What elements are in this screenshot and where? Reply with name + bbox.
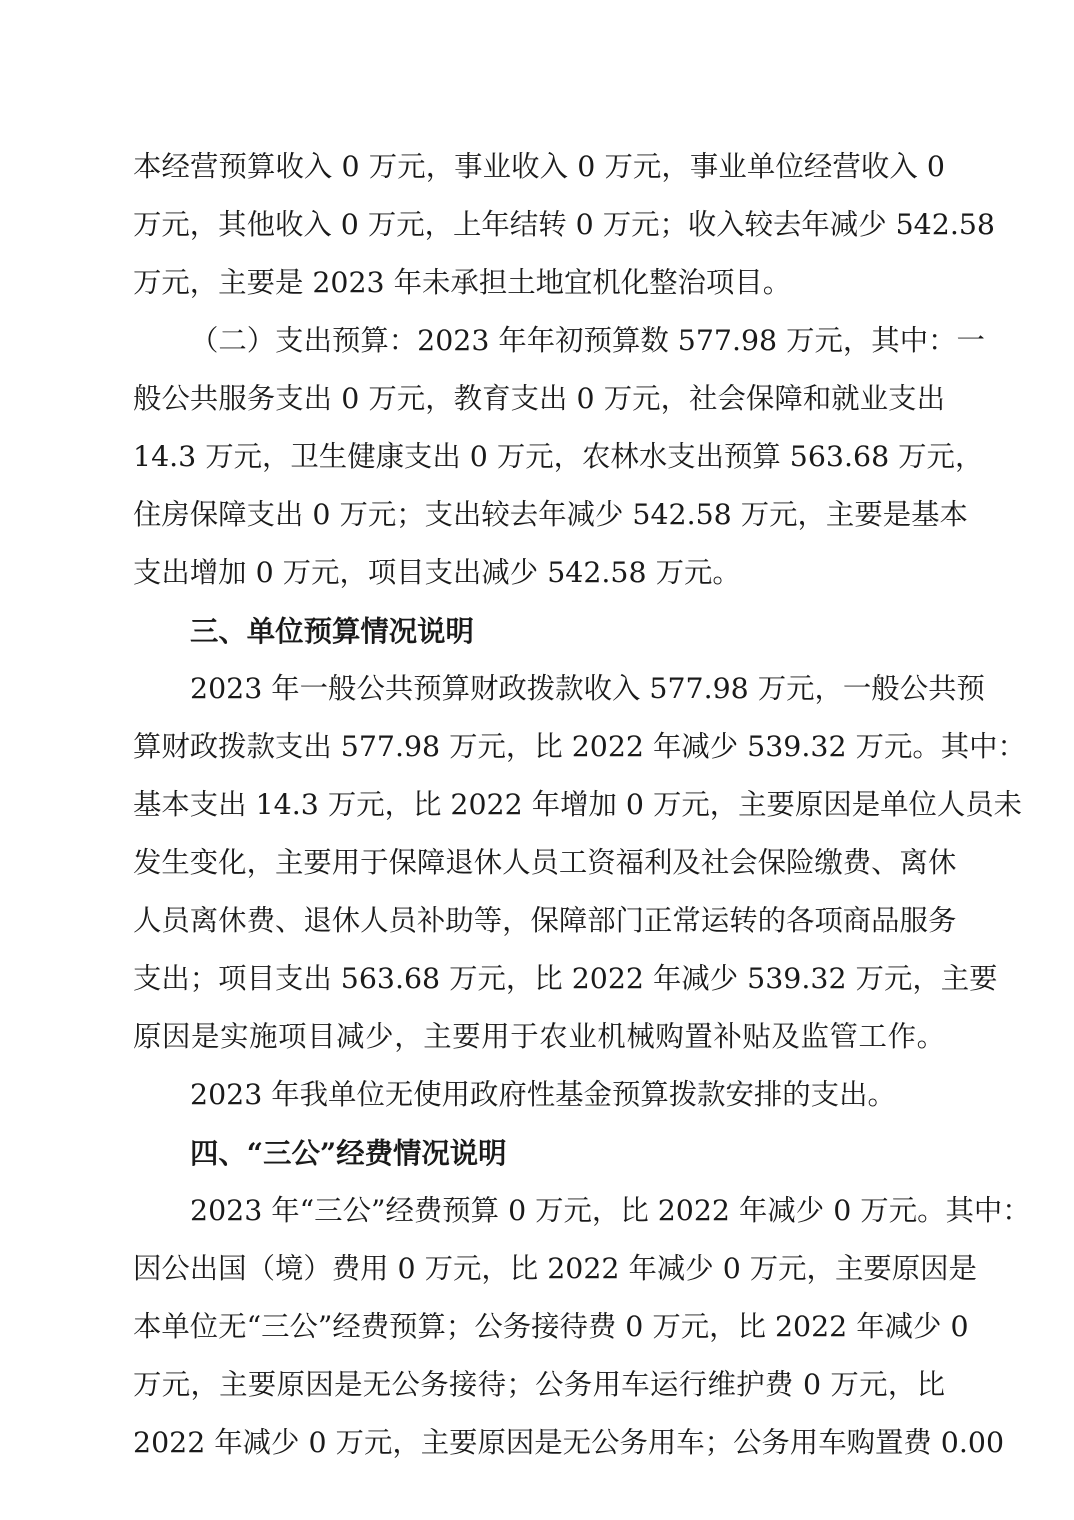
text-line: 发生变化，主要用于保障退休人员工资福利及社会保险缴费、离休 <box>133 846 957 879</box>
text-line: 基本支出 14.3 万元，比 2022 年增加 0 万元，主要原因是单位人员未 <box>133 788 1023 821</box>
text-line: 万元，其他收入 0 万元，上年结转 0 万元；收入较去年减少 542.58 <box>133 208 995 241</box>
section-heading: 三、单位预算情况说明 <box>190 614 474 648</box>
section-heading: 四、“三公”经费情况说明 <box>190 1136 507 1170</box>
text-line: 本经营预算收入 0 万元，事业收入 0 万元，事业单位经营收入 0 <box>133 150 945 183</box>
text-line: 因公出国（境）费用 0 万元，比 2022 年减少 0 万元，主要原因是 <box>133 1252 977 1285</box>
text-line: 14.3 万元，卫生健康支出 0 万元，农林水支出预算 563.68 万元， <box>133 440 984 473</box>
text-line: 万元，主要原因是无公务接待；公务用车运行维护费 0 万元，比 <box>133 1368 945 1401</box>
text-line: 人员离休费、退休人员补助等，保障部门正常运转的各项商品服务 <box>133 904 957 937</box>
text-line: （二）支出预算：2023 年年初预算数 577.98 万元，其中：一 <box>190 324 985 357</box>
text-line: 住房保障支出 0 万元；支出较去年减少 542.58 万元，主要是基本 <box>133 498 968 531</box>
text-line: 万元，主要是 2023 年未承担土地宜机化整治项目。 <box>133 266 792 299</box>
document-page <box>133 138 1031 1472</box>
text-line: 支出增加 0 万元，项目支出减少 542.58 万元。 <box>133 556 741 589</box>
text-line: 本单位无“三公”经费预算；公务接待费 0 万元，比 2022 年减少 0 <box>133 1310 969 1343</box>
text-line: 2023 年我单位无使用政府性基金预算拨款安排的支出。 <box>190 1078 896 1111</box>
text-line: 算财政拨款支出 577.98 万元，比 2022 年减少 539.32 万元。其中： <box>133 730 1026 763</box>
text-line: 2023 年一般公共预算财政拨款收入 577.98 万元，一般公共预 <box>190 672 985 705</box>
text-line: 支出；项目支出 563.68 万元，比 2022 年减少 539.32 万元，主要 <box>133 962 998 995</box>
text-line: 2023 年“三公”经费预算 0 万元，比 2022 年减少 0 万元。其中： <box>190 1194 1031 1227</box>
text-line: 般公共服务支出 0 万元，教育支出 0 万元，社会保障和就业支出 <box>133 382 945 415</box>
text-line: 2022 年减少 0 万元，主要原因是无公务用车；公务用车购置费 0.00 <box>133 1426 1005 1459</box>
text-line: 原因是实施项目减少，主要用于农业机械购置补贴及监管工作。 <box>133 1020 945 1053</box>
